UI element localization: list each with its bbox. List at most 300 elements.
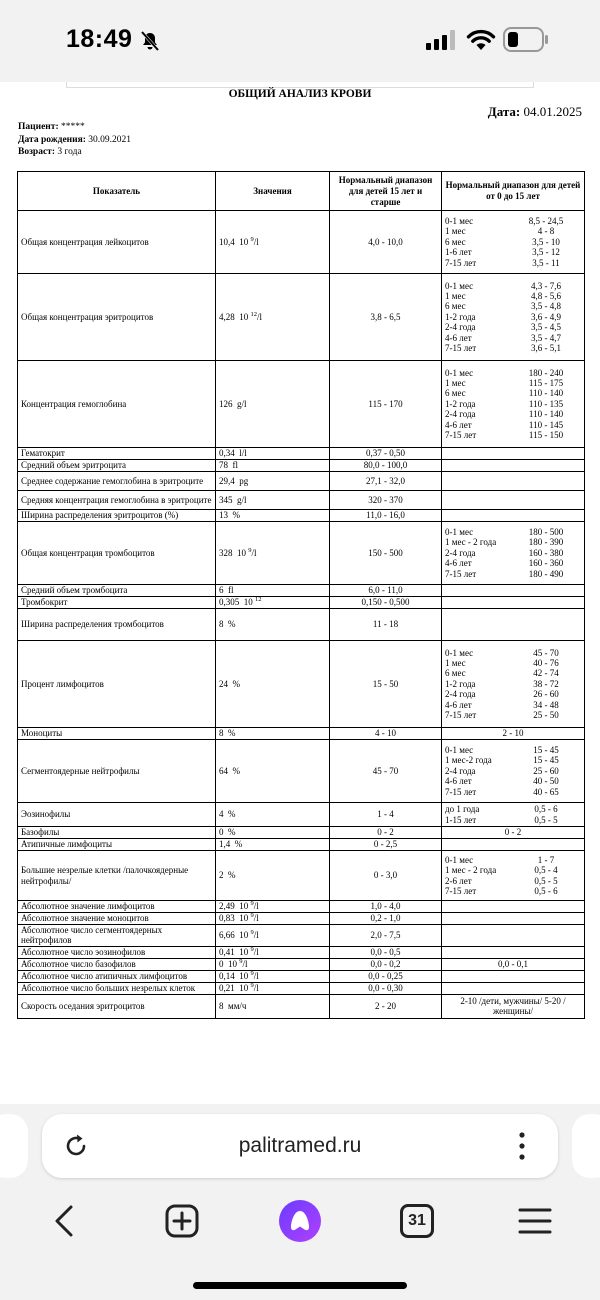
- age-range-value: 3,5 - 12: [532, 247, 560, 258]
- age-range-row: [445, 537, 581, 547]
- next-tab-preview[interactable]: [572, 1114, 600, 1178]
- age-range-row: [445, 865, 581, 875]
- back-icon[interactable]: [52, 1204, 76, 1238]
- patient-info: [18, 121, 131, 159]
- age-group: 4-6 лет: [445, 699, 472, 710]
- child-range: 2-10 /дети, мужчины/ 5-20 /женщины/: [442, 994, 585, 1018]
- child-range: [442, 361, 585, 448]
- age-range-row: [445, 301, 581, 311]
- child-range: [442, 839, 585, 851]
- table-row: [18, 803, 585, 827]
- adult-range: 150 - 500: [330, 522, 442, 585]
- table-row: [18, 913, 585, 925]
- child-range: [442, 901, 585, 913]
- child-range: [442, 946, 585, 958]
- unit-exponent: 9: [250, 945, 254, 953]
- result-value: [216, 472, 330, 491]
- table-row: [18, 510, 585, 522]
- result-number: 24: [219, 678, 228, 689]
- age-range-row: [445, 378, 581, 388]
- child-range: [442, 803, 585, 827]
- age-range-value: 1 - 7: [537, 854, 555, 865]
- age-group: 4-6 лет: [445, 419, 472, 430]
- age-group: 0-1 мес: [445, 527, 474, 538]
- result-value: [216, 839, 330, 851]
- age-range-row: [445, 420, 581, 430]
- result-number: 4: [219, 809, 224, 820]
- age-range-value: 180 - 490: [528, 568, 564, 579]
- header-values: Значения: [216, 172, 330, 211]
- adult-range: 11,0 - 16,0: [330, 510, 442, 522]
- result-value: [216, 982, 330, 994]
- age-range-row: [445, 876, 581, 886]
- report-title: ОБЩИЙ АНАЛИЗ КРОВИ: [228, 88, 372, 100]
- child-range: [442, 491, 585, 510]
- adult-range: 2 - 20: [330, 994, 442, 1018]
- age-range-row: [445, 689, 581, 699]
- tabs-count-button[interactable]: 31: [400, 1204, 434, 1238]
- unit-suffix: /l: [253, 913, 259, 924]
- result-number: 2: [219, 870, 224, 881]
- report-date-label: Дата:: [487, 104, 521, 119]
- age-range-row: [445, 258, 581, 268]
- adult-range: 0,0 - 0,2: [330, 958, 442, 970]
- adult-range: 0 - 2: [330, 827, 442, 839]
- age-group: 1 мес-2 года: [445, 755, 492, 766]
- child-range: [442, 522, 585, 585]
- header-adult-range: Нормальный диапазон для детей 15 лет и старше: [330, 172, 442, 211]
- age-range-row: [445, 343, 581, 353]
- result-value: [216, 361, 330, 448]
- child-range: [442, 740, 585, 803]
- menu-icon[interactable]: [518, 1204, 552, 1238]
- age-group: 1-6 лет: [445, 247, 472, 258]
- adult-range: 0,0 - 0,30: [330, 982, 442, 994]
- age-range-row: [445, 291, 581, 301]
- age-group: 7-15 лет: [445, 429, 477, 440]
- result-value: [216, 597, 330, 609]
- result-value: [216, 946, 330, 958]
- child-range: [442, 274, 585, 361]
- age-range-row: [445, 247, 581, 257]
- age-group: 2-4 года: [445, 322, 476, 333]
- table-row: [18, 522, 585, 585]
- table-row: [18, 925, 585, 947]
- child-range: [442, 211, 585, 274]
- age-range-value: 180 - 500: [528, 527, 564, 538]
- report-date-value: 04.01.2025: [523, 104, 582, 119]
- age-range-row: [445, 766, 581, 776]
- results-table: [17, 171, 585, 1019]
- age-group: 1-2 года: [445, 311, 476, 322]
- result-number: 0,34: [219, 448, 235, 459]
- table-row: [18, 851, 585, 901]
- result-value: [216, 641, 330, 728]
- adult-range: 6,0 - 11,0: [330, 585, 442, 597]
- unit-suffix: /l: [253, 982, 259, 993]
- unit-exponent: 9: [239, 957, 243, 965]
- age-group: 6 мес: [445, 236, 466, 247]
- result-value: [216, 460, 330, 472]
- adult-range: 2,0 - 7,5: [330, 925, 442, 947]
- unit-exponent: 12: [250, 310, 257, 318]
- age-label: Возраст:: [18, 147, 55, 157]
- status-bar: [0, 0, 600, 82]
- table-header-row: [18, 172, 585, 211]
- age-range-value: 110 - 140: [528, 409, 564, 420]
- browser-toolbar: [0, 1104, 600, 1300]
- age-range-value: 15 - 45: [533, 755, 559, 766]
- age-range-value: 115 - 150: [528, 429, 564, 440]
- result-unit: %: [232, 678, 240, 689]
- indicator-name: Абсолютное число эозинофилов: [18, 946, 216, 958]
- indicator-name: Гематокрит: [18, 448, 216, 460]
- adult-range: 3,8 - 6,5: [330, 274, 442, 361]
- age-range-row: [445, 855, 581, 865]
- age-range-value: 3,5 - 4,7: [531, 332, 561, 343]
- age-range-row: [445, 787, 581, 797]
- result-number: 0,41: [219, 946, 235, 957]
- age-range-value: 115 - 175: [528, 378, 564, 389]
- table-row: [18, 994, 585, 1018]
- result-number: 64: [219, 765, 228, 776]
- adult-range: 45 - 70: [330, 740, 442, 803]
- age-range-row: [445, 755, 581, 765]
- age-range-row: [445, 216, 581, 226]
- unit-exponent: 9: [250, 969, 254, 977]
- child-range: [442, 609, 585, 641]
- age-group: 0-1 мес: [445, 216, 474, 227]
- age-range-row: [445, 548, 581, 558]
- result-value: [216, 925, 330, 947]
- age-range-row: [445, 776, 581, 786]
- age-group: 7-15 лет: [445, 786, 477, 797]
- indicator-name: Средний объем тромбоцита: [18, 585, 216, 597]
- result-value: [216, 740, 330, 803]
- age-range-value: 160 - 380: [528, 547, 564, 558]
- result-unit: %: [234, 839, 243, 850]
- unit-exponent: 9: [250, 981, 254, 989]
- unit-suffix: /l: [253, 236, 259, 247]
- indicator-name: Абсолютное число атипичных лимфоцитов: [18, 970, 216, 982]
- child-range: [442, 597, 585, 609]
- result-value: [216, 522, 330, 585]
- result-unit: 10: [239, 946, 249, 957]
- age-value: 3 года: [57, 147, 82, 157]
- result-value: [216, 851, 330, 901]
- age-group: 7-15 лет: [445, 342, 477, 353]
- previous-tab-preview[interactable]: [0, 1114, 28, 1178]
- header-child-range: Нормальный диапазон для детей от 0 до 15 лет: [442, 172, 585, 211]
- age-group: 1 мес: [445, 226, 466, 237]
- result-value: [216, 585, 330, 597]
- indicator-name: Абсолютное значение моноцитов: [18, 913, 216, 925]
- unit-suffix: /l: [253, 901, 259, 912]
- result-unit: 10: [228, 958, 237, 969]
- age-group: 4-6 лет: [445, 776, 472, 787]
- age-range-value: 110 - 140: [528, 388, 564, 399]
- adult-range: 0 - 3,0: [330, 851, 442, 901]
- result-value: [216, 994, 330, 1018]
- table-row: [18, 448, 585, 460]
- age-range-row: [445, 700, 581, 710]
- adult-range: 0,2 - 1,0: [330, 913, 442, 925]
- age-range-value: 40 - 65: [533, 786, 559, 797]
- unit-exponent: 9: [250, 900, 254, 908]
- lab-report-document: [0, 82, 600, 1104]
- table-row: [18, 958, 585, 970]
- age-group: 2-4 года: [445, 689, 476, 700]
- indicator-name: Атипичные лимфоциты: [18, 839, 216, 851]
- indicator-name: Абсолютное значение лимфоцитов: [18, 901, 216, 913]
- result-number: 29,4: [219, 475, 235, 486]
- age-range-value: 3,5 - 4,8: [531, 301, 561, 312]
- age-range-value: 0,5 - 4: [534, 865, 558, 876]
- result-unit: 10: [239, 901, 249, 912]
- adult-range: 80,0 - 100,0: [330, 460, 442, 472]
- age-range-value: 0,5 - 5: [534, 814, 558, 825]
- age-group: 7-15 лет: [445, 885, 477, 896]
- result-value: [216, 274, 330, 361]
- age-group: 2-4 года: [445, 409, 476, 420]
- unit-suffix: /l: [253, 946, 259, 957]
- result-number: 6: [219, 585, 224, 596]
- result-number: 0,305: [219, 597, 240, 608]
- patient-label: Пациент:: [18, 122, 59, 132]
- result-unit: 10: [239, 970, 249, 981]
- result-value: [216, 609, 330, 641]
- result-number: 328: [219, 547, 233, 558]
- age-range-row: [445, 430, 581, 440]
- age-range-row: [445, 226, 581, 236]
- age-range-value: 15 - 45: [533, 745, 559, 756]
- indicator-name: Абсолютное число сегментоядерных нейтрофилов: [18, 925, 216, 947]
- age-range-value: 40 - 76: [533, 658, 559, 669]
- age-group: 4-6 лет: [445, 558, 472, 569]
- child-range: [442, 982, 585, 994]
- age-group: 2-4 года: [445, 765, 476, 776]
- result-number: 8: [219, 1000, 224, 1011]
- age-group: 0-1 мес: [445, 280, 474, 291]
- age-group: 0-1 мес: [445, 854, 474, 865]
- table-row: [18, 597, 585, 609]
- age-group: 6 мес: [445, 301, 466, 312]
- adult-range: 27,1 - 32,0: [330, 472, 442, 491]
- result-number: 0,83: [219, 913, 235, 924]
- age-group: 1 мес: [445, 378, 466, 389]
- indicator-name: Концентрация гемоглобина: [18, 361, 216, 448]
- result-number: 2,49: [219, 901, 235, 912]
- result-unit: pg: [239, 475, 249, 486]
- child-range: [442, 970, 585, 982]
- unit-suffix: /l: [242, 958, 248, 969]
- result-unit: 10: [239, 236, 249, 247]
- home-indicator[interactable]: [193, 1282, 407, 1289]
- child-range: [442, 460, 585, 472]
- result-unit: 10: [239, 930, 249, 941]
- age-group: 2-4 года: [445, 547, 476, 558]
- indicator-name: Тромбокрит: [18, 597, 216, 609]
- result-number: 0,14: [219, 970, 235, 981]
- child-range: [442, 851, 585, 901]
- result-unit: %: [232, 510, 240, 521]
- age-range-value: 110 - 135: [528, 398, 564, 409]
- indicator-name: Абсолютное число базофилов: [18, 958, 216, 970]
- birth-label: Дата рождения:: [18, 134, 86, 145]
- age-range-row: [445, 388, 581, 398]
- age-range-row: [445, 527, 581, 537]
- age-range-value: 25 - 50: [533, 709, 559, 720]
- age-range-value: 45 - 70: [533, 647, 559, 658]
- age-range-value: 0,5 - 6: [534, 885, 558, 896]
- adult-range: 0,37 - 0,50: [330, 448, 442, 460]
- result-unit: l/l: [239, 448, 247, 459]
- age-group: 0-1 мес: [445, 367, 474, 378]
- indicator-name: Сегментоядерные нейтрофилы: [18, 740, 216, 803]
- indicator-name: Общая концентрация лейкоцитов: [18, 211, 216, 274]
- child-range: [442, 585, 585, 597]
- age-range-value: 160 - 360: [528, 558, 564, 569]
- result-unit: %: [228, 728, 236, 739]
- age-group: 1 мес: [445, 658, 466, 669]
- indicator-name: Базофилы: [18, 827, 216, 839]
- child-range: 2 - 10: [442, 728, 585, 740]
- result-value: [216, 827, 330, 839]
- child-range: [442, 472, 585, 491]
- age-group: 6 мес: [445, 388, 466, 399]
- child-range: [442, 641, 585, 728]
- result-unit: %: [228, 870, 236, 881]
- adult-range: 0,0 - 0,5: [330, 946, 442, 958]
- age-range-value: 180 - 240: [528, 367, 564, 378]
- wifi-icon: [466, 28, 496, 52]
- age-range-row: [445, 886, 581, 896]
- child-range: [442, 925, 585, 947]
- result-number: 126: [219, 398, 233, 409]
- table-row: [18, 472, 585, 491]
- age-range-value: 0,5 - 6: [534, 804, 558, 815]
- birth-value: 30.09.2021: [88, 134, 132, 145]
- report-date: [488, 104, 582, 120]
- age-range-value: 34 - 48: [533, 699, 559, 710]
- age-group: 1 мес: [445, 291, 466, 302]
- patient-value: *****: [60, 122, 85, 132]
- alice-assistant-icon[interactable]: [279, 1200, 321, 1242]
- unit-suffix: /l: [253, 930, 259, 941]
- result-number: 0: [219, 827, 224, 838]
- age-group: 1-2 года: [445, 678, 476, 689]
- result-unit: 10: [237, 547, 246, 558]
- indicator-name: Средняя концентрация гемоглобина в эритроците: [18, 491, 216, 510]
- age-group: 1 мес - 2 года: [445, 537, 497, 548]
- age-range-row: [445, 804, 581, 814]
- indicator-name: Ширина распределения тромбоцитов: [18, 609, 216, 641]
- age-range-row: [445, 281, 581, 291]
- table-row: [18, 585, 585, 597]
- result-unit: g/l: [237, 494, 247, 505]
- unit-exponent: 9: [250, 912, 254, 920]
- age-range-value: 3,6 - 5,1: [531, 342, 561, 353]
- url-text[interactable]: palitramed.ru: [238, 1134, 362, 1157]
- new-tab-icon[interactable]: [165, 1204, 199, 1238]
- adult-range: 4 - 10: [330, 728, 442, 740]
- age-range-value: 8,5 - 24,5: [528, 216, 564, 227]
- age-range-value: 180 - 390: [528, 537, 564, 548]
- result-number: 1,4: [219, 839, 231, 850]
- age-range-value: 3,5 - 4,5: [531, 322, 561, 333]
- unit-suffix: /l: [257, 311, 263, 322]
- age-group: 2-6 лет: [445, 875, 472, 886]
- age-range-value: 26 - 60: [533, 689, 559, 700]
- result-value: [216, 211, 330, 274]
- result-unit: 10: [239, 311, 249, 322]
- age-group: 7-15 лет: [445, 709, 477, 720]
- result-value: [216, 970, 330, 982]
- address-bar[interactable]: [42, 1114, 558, 1178]
- result-value: [216, 958, 330, 970]
- header-indicator: Показатель: [18, 172, 216, 211]
- result-unit: %: [228, 809, 236, 820]
- child-range: 0 - 2: [442, 827, 585, 839]
- adult-range: 1,0 - 4,0: [330, 901, 442, 913]
- table-row: [18, 460, 585, 472]
- age-range-row: [445, 322, 581, 332]
- indicator-name: Моноциты: [18, 728, 216, 740]
- age-range-row: [445, 368, 581, 378]
- table-row: [18, 491, 585, 510]
- indicator-name: Средний объем эритроцита: [18, 460, 216, 472]
- age-range-value: 3,5 - 10: [532, 236, 560, 247]
- result-unit: %: [228, 619, 236, 630]
- child-range: 0,0 - 0,1: [442, 958, 585, 970]
- age-range-value: 38 - 72: [533, 678, 559, 689]
- unit-exponent: 9: [248, 546, 252, 554]
- age-range-value: 42 - 74: [533, 668, 559, 679]
- indicator-name: Большие незрелые клетки /палочкоядерные нейтрофилы/: [18, 851, 216, 901]
- table-row: [18, 211, 585, 274]
- result-number: 6,66: [219, 930, 235, 941]
- result-number: 78: [219, 460, 228, 471]
- indicator-name: Абсолютное число больших незрелых клеток: [18, 982, 216, 994]
- table-row: [18, 609, 585, 641]
- age-range-row: [445, 679, 581, 689]
- adult-range: 4,0 - 10,0: [330, 211, 442, 274]
- age-range-row: [445, 745, 581, 755]
- adult-range: 11 - 18: [330, 609, 442, 641]
- status-time: 18:49: [66, 25, 133, 53]
- child-range: [442, 448, 585, 460]
- indicator-name: Ширина распределения эритроцитов (%): [18, 510, 216, 522]
- age-range-row: [445, 409, 581, 419]
- more-vertical-icon[interactable]: [516, 1130, 528, 1162]
- age-range-value: 40 - 50: [533, 776, 559, 787]
- unit-suffix: /l: [251, 547, 257, 558]
- age-range-row: [445, 237, 581, 247]
- table-row: [18, 901, 585, 913]
- unit-exponent: 12: [255, 596, 262, 604]
- result-value: [216, 901, 330, 913]
- age-group: 6 мес: [445, 668, 466, 679]
- result-number: 8: [219, 619, 224, 630]
- result-number: 10,4: [219, 236, 235, 247]
- table-row: [18, 274, 585, 361]
- result-number: 0,21: [219, 982, 235, 993]
- age-range-row: [445, 710, 581, 720]
- indicator-name: Среднее содержание гемоглобина в эритроците: [18, 472, 216, 491]
- age-range-value: 4 - 8: [537, 226, 555, 237]
- age-group: 1 мес - 2 года: [445, 865, 497, 876]
- age-range-row: [445, 648, 581, 658]
